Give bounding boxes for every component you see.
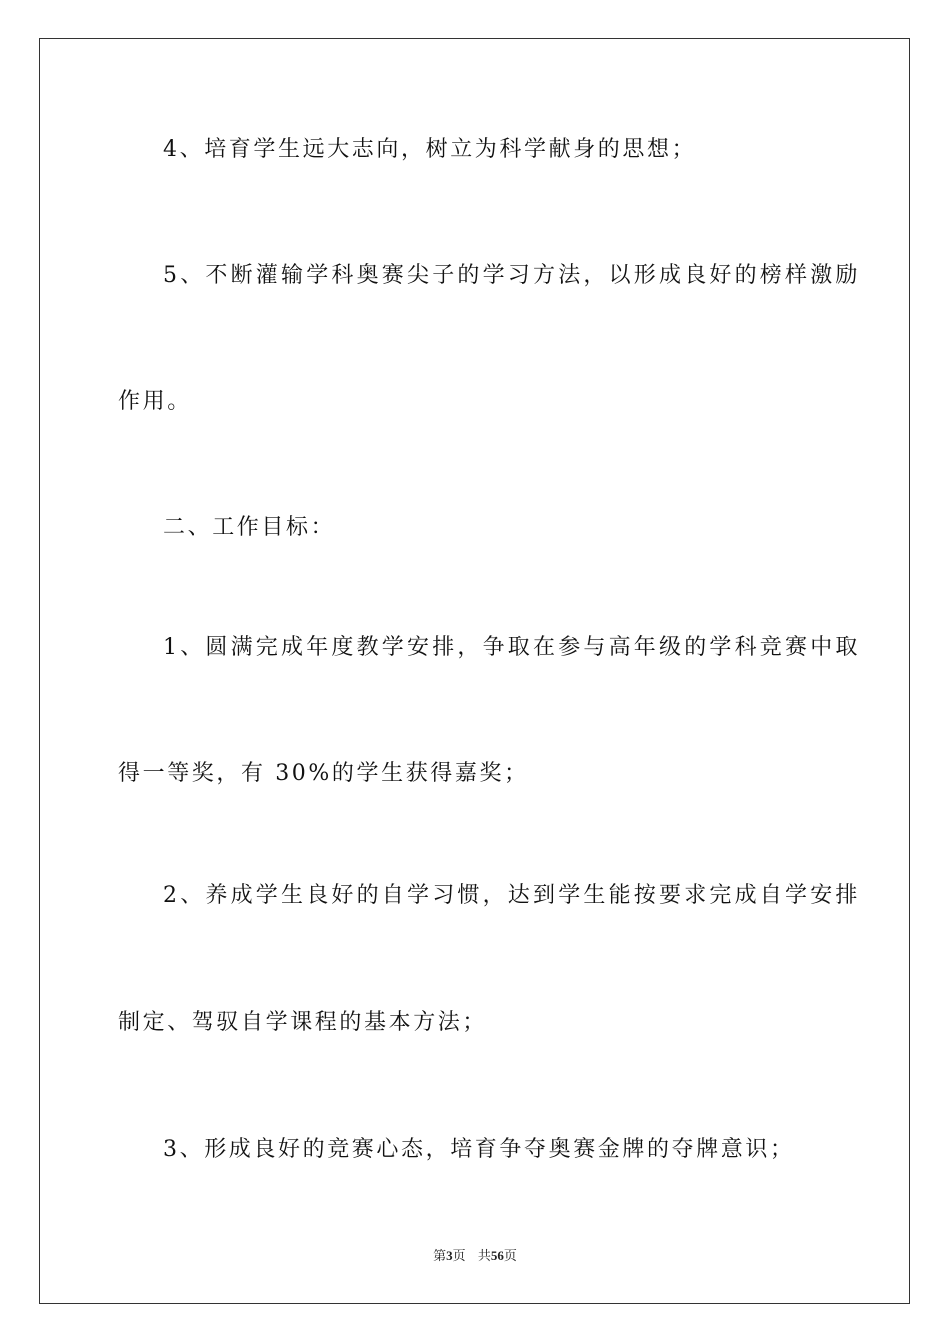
paragraph-line: 得一等奖，有 30%的学生获得嘉奖； <box>118 761 529 786</box>
paragraph-line: 3、形成良好的竞赛心态，培育争夺奥赛金牌的夺牌意识； <box>163 1137 795 1162</box>
paragraph-line: 1、圆满完成年度教学安排，争取在参与高年级的学科竞赛中取 <box>163 635 861 660</box>
paragraph-line: 制定、驾驭自学课程的基本方法； <box>118 1010 488 1035</box>
page-footer <box>0 1247 950 1266</box>
page-frame <box>39 38 910 1304</box>
page-number: 第3页 <box>433 1248 466 1264</box>
paragraph-line: 作用。 <box>118 389 192 414</box>
total-pages: 共56页 <box>477 1248 517 1264</box>
paragraph-line: 2、养成学生良好的自学习惯，达到学生能按要求完成自学安排 <box>163 883 861 908</box>
paragraph-line: 5、不断灌输学科奥赛尖子的学习方法，以形成良好的榜样激励 <box>163 263 861 288</box>
paragraph-line: 4、培育学生远大志向，树立为科学献身的思想； <box>163 137 697 162</box>
section-heading: 二、工作目标： <box>163 515 336 540</box>
